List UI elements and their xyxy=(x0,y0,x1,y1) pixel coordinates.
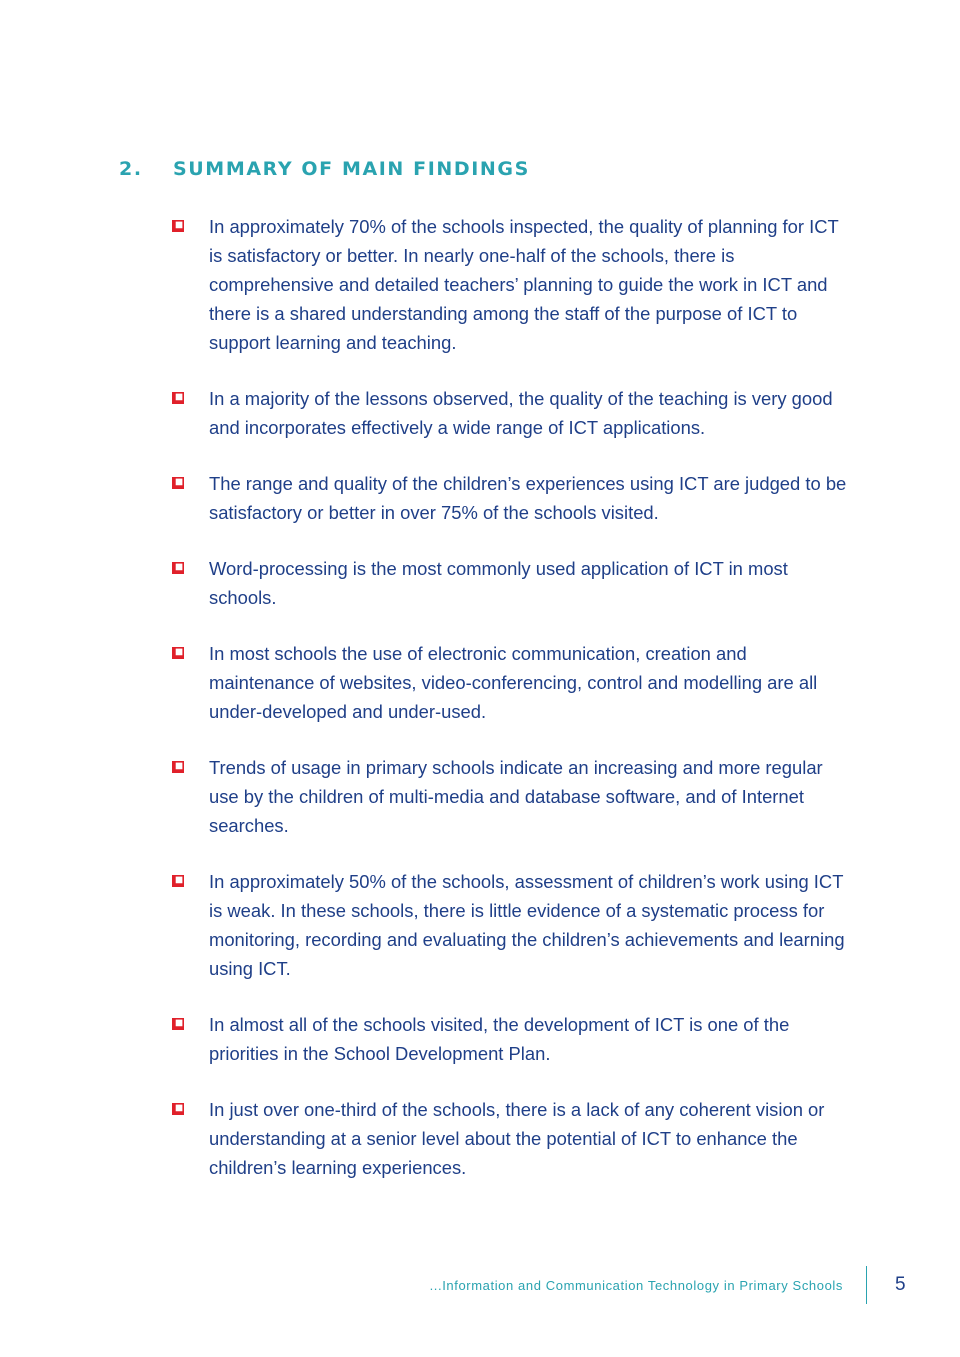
list-item xyxy=(172,753,852,840)
finding-text: In just over one-third of the schools, there is a lack of any coherent vision or understanding at a senior level about the potential of ICT to enhance the children’s learning experiences. xyxy=(209,1099,825,1178)
section-number: 2. xyxy=(119,158,143,180)
finding-text: Word-processing is the most commonly used application of ICT in most schools. xyxy=(209,558,788,608)
finding-text: In most schools the use of electronic communication, creation and maintenance of websites, video-conferencing, control and modelling are all under-developed and under-used. xyxy=(209,643,818,722)
running-footer-title: ...Information and Communication Technology in Primary Schools xyxy=(429,1278,843,1293)
list-item xyxy=(172,212,852,357)
checkbox-bullet-icon xyxy=(172,1103,184,1115)
finding-text: In a majority of the lessons observed, the quality of the teaching is very good and incorporates effectively a wide range of ICT applications. xyxy=(209,388,833,438)
list-item xyxy=(172,1010,852,1068)
footer-divider xyxy=(866,1266,867,1304)
list-item xyxy=(172,1095,852,1182)
list-item xyxy=(172,384,852,442)
section-title: SUMMARY OF MAIN FINDINGS xyxy=(173,158,530,180)
page-number: 5 xyxy=(895,1274,906,1295)
finding-text: The range and quality of the children’s experiences using ICT are judged to be satisfactory or better in over 75% of the schools visited. xyxy=(209,473,847,523)
checkbox-bullet-icon xyxy=(172,647,184,659)
checkbox-bullet-icon xyxy=(172,477,184,489)
list-item xyxy=(172,639,852,726)
list-item xyxy=(172,469,852,527)
finding-text: In approximately 70% of the schools inspected, the quality of planning for ICT is satisfactory or better. In nearly one-half of the schools, there is comprehensive and detailed teachers’ planning to guide the work in ICT and there is a shared understanding among the staff of the purpose of ICT to support learning and teaching. xyxy=(209,216,839,353)
finding-text: In approximately 50% of the schools, assessment of children’s work using ICT is weak. In these schools, there is little evidence of a systematic process for monitoring, recording and evaluating the children’s achievements and learning using ICT. xyxy=(209,871,845,979)
finding-text: In almost all of the schools visited, the development of ICT is one of the priorities in the School Development Plan. xyxy=(209,1014,790,1064)
finding-text: Trends of usage in primary schools indicate an increasing and more regular use by the children of multi-media and database software, and of Internet searches. xyxy=(209,757,823,836)
checkbox-bullet-icon xyxy=(172,220,184,232)
list-item xyxy=(172,554,852,612)
checkbox-bullet-icon xyxy=(172,761,184,773)
checkbox-bullet-icon xyxy=(172,875,184,887)
checkbox-bullet-icon xyxy=(172,392,184,404)
section-heading xyxy=(119,155,530,183)
list-item xyxy=(172,867,852,983)
findings-list xyxy=(172,212,852,1209)
checkbox-bullet-icon xyxy=(172,562,184,574)
checkbox-bullet-icon xyxy=(172,1018,184,1030)
